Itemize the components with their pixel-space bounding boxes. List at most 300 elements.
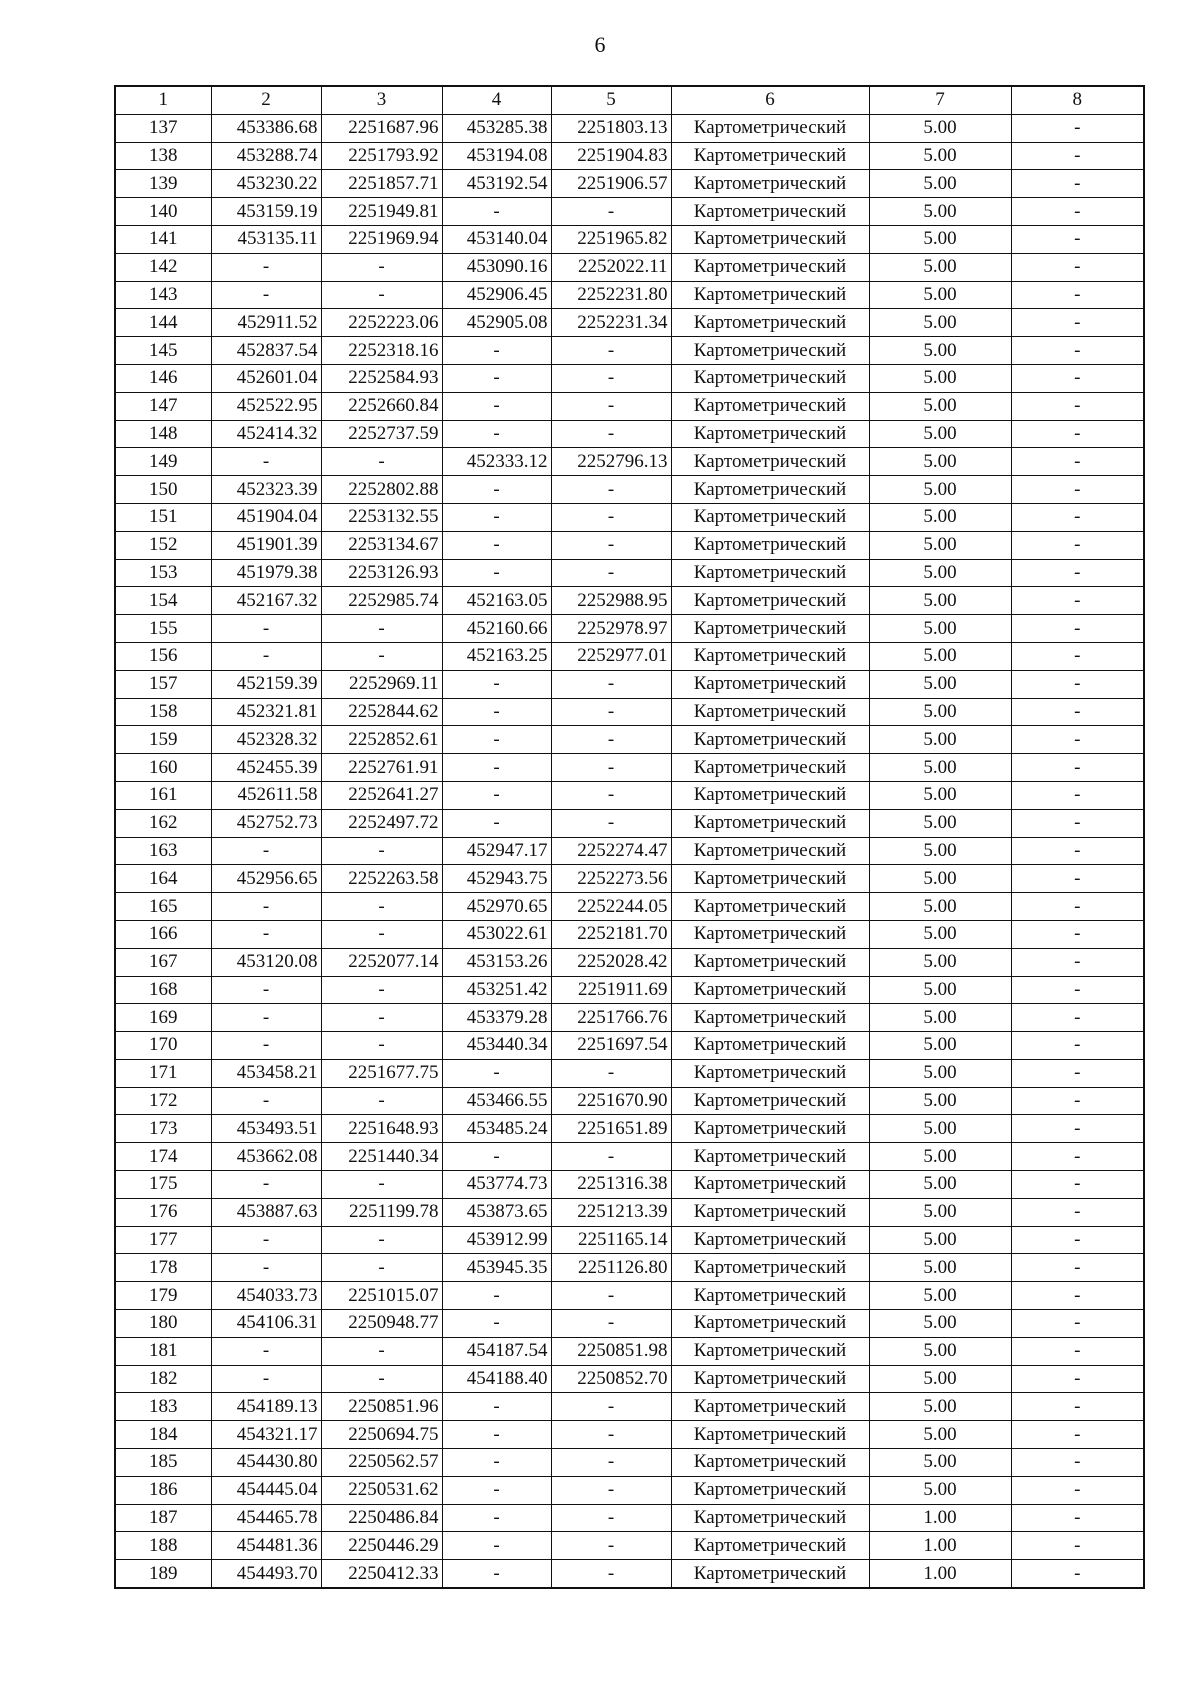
x-coordinate-1-cell: 453493.51	[211, 1115, 321, 1143]
accuracy-cell: 5.00	[869, 1254, 1011, 1282]
method-cell: Картометрический	[671, 1560, 869, 1588]
table-row	[115, 587, 1144, 615]
method-cell: Картометрический	[671, 170, 869, 198]
page-number: 6	[594, 32, 606, 57]
method-cell: Картометрический	[671, 448, 869, 476]
table-row	[115, 726, 1144, 754]
note-cell: -	[1011, 1504, 1144, 1532]
y-coordinate-2-cell: 2251965.82	[551, 225, 671, 253]
point-number-cell: 172	[115, 1087, 211, 1115]
accuracy-cell: 5.00	[869, 587, 1011, 615]
note-cell: -	[1011, 503, 1144, 531]
y-coordinate-2-cell: 2252273.56	[551, 865, 671, 893]
x-coordinate-2-cell: 453440.34	[442, 1032, 551, 1060]
y-coordinate-1-cell: 2252077.14	[321, 948, 442, 976]
x-coordinate-1-cell: -	[211, 642, 321, 670]
y-coordinate-2-cell: 2252988.95	[551, 587, 671, 615]
accuracy-cell: 5.00	[869, 1087, 1011, 1115]
method-cell: Картометрический	[671, 1032, 869, 1060]
note-cell: -	[1011, 920, 1144, 948]
note-cell: -	[1011, 225, 1144, 253]
accuracy-cell: 5.00	[869, 698, 1011, 726]
accuracy-cell: 5.00	[869, 1337, 1011, 1365]
table-row	[115, 448, 1144, 476]
x-coordinate-1-cell: 452167.32	[211, 587, 321, 615]
note-cell: -	[1011, 615, 1144, 643]
x-coordinate-2-cell: -	[442, 559, 551, 587]
table-row	[115, 948, 1144, 976]
accuracy-cell: 5.00	[869, 1310, 1011, 1338]
y-coordinate-1-cell: 2252641.27	[321, 781, 442, 809]
table-row	[115, 420, 1144, 448]
y-coordinate-2-cell: -	[551, 809, 671, 837]
accuracy-cell: 5.00	[869, 337, 1011, 365]
point-number-cell: 145	[115, 337, 211, 365]
x-coordinate-1-cell: 453662.08	[211, 1143, 321, 1171]
x-coordinate-1-cell: 452911.52	[211, 309, 321, 337]
y-coordinate-1-cell: 2252223.06	[321, 309, 442, 337]
note-cell: -	[1011, 698, 1144, 726]
point-number-cell: 154	[115, 587, 211, 615]
note-cell: -	[1011, 1087, 1144, 1115]
x-coordinate-1-cell: 454481.36	[211, 1532, 321, 1560]
method-cell: Картометрический	[671, 1337, 869, 1365]
y-coordinate-1-cell: 2250486.84	[321, 1504, 442, 1532]
accuracy-cell: 5.00	[869, 448, 1011, 476]
note-cell: -	[1011, 309, 1144, 337]
method-cell: Картометрический	[671, 976, 869, 1004]
y-coordinate-1-cell: 2251969.94	[321, 225, 442, 253]
table-row	[115, 865, 1144, 893]
y-coordinate-2-cell: -	[551, 698, 671, 726]
accuracy-cell: 5.00	[869, 1226, 1011, 1254]
accuracy-cell: 5.00	[869, 642, 1011, 670]
method-cell: Картометрический	[671, 1393, 869, 1421]
x-coordinate-2-cell: 453912.99	[442, 1226, 551, 1254]
y-coordinate-1-cell: 2252318.16	[321, 337, 442, 365]
y-coordinate-1-cell: 2250446.29	[321, 1532, 442, 1560]
x-coordinate-2-cell: 453153.26	[442, 948, 551, 976]
accuracy-cell: 5.00	[869, 1282, 1011, 1310]
point-number-cell: 165	[115, 893, 211, 921]
point-number-cell: 162	[115, 809, 211, 837]
y-coordinate-2-cell: -	[551, 670, 671, 698]
method-cell: Картометрический	[671, 1171, 869, 1199]
table-row	[115, 1421, 1144, 1449]
point-number-cell: 168	[115, 976, 211, 1004]
x-coordinate-1-cell: 454493.70	[211, 1560, 321, 1588]
y-coordinate-1-cell: 2251793.92	[321, 142, 442, 170]
x-coordinate-1-cell: 453386.68	[211, 114, 321, 142]
method-cell: Картометрический	[671, 531, 869, 559]
method-cell: Картометрический	[671, 225, 869, 253]
x-coordinate-1-cell: 452328.32	[211, 726, 321, 754]
method-cell: Картометрический	[671, 142, 869, 170]
table-body	[115, 114, 1144, 1588]
method-cell: Картометрический	[671, 1115, 869, 1143]
x-coordinate-1-cell: 452522.95	[211, 392, 321, 420]
y-coordinate-1-cell: -	[321, 281, 442, 309]
accuracy-cell: 5.00	[869, 225, 1011, 253]
y-coordinate-2-cell: -	[551, 1449, 671, 1477]
x-coordinate-2-cell: -	[442, 1282, 551, 1310]
table-row	[115, 392, 1144, 420]
x-coordinate-2-cell: -	[442, 476, 551, 504]
y-coordinate-1-cell: -	[321, 1171, 442, 1199]
y-coordinate-1-cell: -	[321, 1254, 442, 1282]
note-cell: -	[1011, 1393, 1144, 1421]
point-number-cell: 164	[115, 865, 211, 893]
point-number-cell: 170	[115, 1032, 211, 1060]
accuracy-cell: 5.00	[869, 754, 1011, 782]
point-number-cell: 137	[115, 114, 211, 142]
note-cell: -	[1011, 476, 1144, 504]
note-cell: -	[1011, 1310, 1144, 1338]
note-cell: -	[1011, 670, 1144, 698]
point-number-cell: 174	[115, 1143, 211, 1171]
accuracy-cell: 5.00	[869, 142, 1011, 170]
y-coordinate-1-cell: 2252660.84	[321, 392, 442, 420]
y-coordinate-1-cell: -	[321, 976, 442, 1004]
x-coordinate-1-cell: 452323.39	[211, 476, 321, 504]
x-coordinate-1-cell: 454189.13	[211, 1393, 321, 1421]
x-coordinate-1-cell: -	[211, 976, 321, 1004]
method-cell: Картометрический	[671, 476, 869, 504]
accuracy-cell: 5.00	[869, 1449, 1011, 1477]
table-row	[115, 170, 1144, 198]
x-coordinate-2-cell: 453192.54	[442, 170, 551, 198]
y-coordinate-1-cell: 2250948.77	[321, 1310, 442, 1338]
point-number-cell: 158	[115, 698, 211, 726]
y-coordinate-1-cell: 2252802.88	[321, 476, 442, 504]
table-row	[115, 1115, 1144, 1143]
x-coordinate-2-cell: 453140.04	[442, 225, 551, 253]
method-cell: Картометрический	[671, 1059, 869, 1087]
method-cell: Картометрический	[671, 781, 869, 809]
accuracy-cell: 5.00	[869, 1365, 1011, 1393]
x-coordinate-2-cell: -	[442, 1532, 551, 1560]
y-coordinate-1-cell: 2250562.57	[321, 1449, 442, 1477]
note-cell: -	[1011, 142, 1144, 170]
y-coordinate-2-cell: -	[551, 1560, 671, 1588]
column-header-1: 1	[115, 86, 211, 114]
table-row	[115, 114, 1144, 142]
x-coordinate-2-cell: 452906.45	[442, 281, 551, 309]
accuracy-cell: 5.00	[869, 948, 1011, 976]
table-row	[115, 503, 1144, 531]
point-number-cell: 182	[115, 1365, 211, 1393]
table-row	[115, 1282, 1144, 1310]
x-coordinate-2-cell: 453466.55	[442, 1087, 551, 1115]
accuracy-cell: 5.00	[869, 1059, 1011, 1087]
y-coordinate-2-cell: -	[551, 781, 671, 809]
note-cell: -	[1011, 1143, 1144, 1171]
y-coordinate-2-cell: -	[551, 559, 671, 587]
accuracy-cell: 1.00	[869, 1532, 1011, 1560]
table-row	[115, 559, 1144, 587]
y-coordinate-2-cell: 2251904.83	[551, 142, 671, 170]
method-cell: Картометрический	[671, 1310, 869, 1338]
table-row	[115, 1449, 1144, 1477]
y-coordinate-1-cell: 2251857.71	[321, 170, 442, 198]
note-cell: -	[1011, 448, 1144, 476]
note-cell: -	[1011, 1421, 1144, 1449]
y-coordinate-1-cell: 2252852.61	[321, 726, 442, 754]
x-coordinate-2-cell: 453022.61	[442, 920, 551, 948]
y-coordinate-2-cell: -	[551, 1310, 671, 1338]
x-coordinate-2-cell: -	[442, 1143, 551, 1171]
y-coordinate-2-cell: -	[551, 503, 671, 531]
x-coordinate-2-cell: -	[442, 1393, 551, 1421]
y-coordinate-1-cell: -	[321, 1226, 442, 1254]
y-coordinate-2-cell: 2252274.47	[551, 837, 671, 865]
note-cell: -	[1011, 531, 1144, 559]
y-coordinate-2-cell: -	[551, 726, 671, 754]
method-cell: Картометрический	[671, 1143, 869, 1171]
accuracy-cell: 5.00	[869, 837, 1011, 865]
note-cell: -	[1011, 726, 1144, 754]
point-number-cell: 155	[115, 615, 211, 643]
y-coordinate-1-cell: 2252263.58	[321, 865, 442, 893]
y-coordinate-1-cell: 2251677.75	[321, 1059, 442, 1087]
method-cell: Картометрический	[671, 1254, 869, 1282]
accuracy-cell: 5.00	[869, 309, 1011, 337]
point-number-cell: 177	[115, 1226, 211, 1254]
method-cell: Картометрический	[671, 253, 869, 281]
point-number-cell: 180	[115, 1310, 211, 1338]
table-row	[115, 781, 1144, 809]
y-coordinate-2-cell: -	[551, 1476, 671, 1504]
x-coordinate-1-cell: -	[211, 920, 321, 948]
x-coordinate-1-cell: 454106.31	[211, 1310, 321, 1338]
x-coordinate-2-cell: 453945.35	[442, 1254, 551, 1282]
table-row	[115, 1059, 1144, 1087]
x-coordinate-1-cell: 454445.04	[211, 1476, 321, 1504]
method-cell: Картометрический	[671, 198, 869, 226]
method-cell: Картометрический	[671, 698, 869, 726]
x-coordinate-2-cell: -	[442, 503, 551, 531]
y-coordinate-1-cell: 2250851.96	[321, 1393, 442, 1421]
note-cell: -	[1011, 198, 1144, 226]
note-cell: -	[1011, 893, 1144, 921]
x-coordinate-2-cell: -	[442, 1310, 551, 1338]
table-row	[115, 1393, 1144, 1421]
table-row	[115, 281, 1144, 309]
accuracy-cell: 5.00	[869, 809, 1011, 837]
y-coordinate-2-cell: 2250851.98	[551, 1337, 671, 1365]
accuracy-cell: 5.00	[869, 865, 1011, 893]
accuracy-cell: 5.00	[869, 1115, 1011, 1143]
table-row	[115, 253, 1144, 281]
table-row	[115, 809, 1144, 837]
point-number-cell: 159	[115, 726, 211, 754]
x-coordinate-1-cell: 453159.19	[211, 198, 321, 226]
y-coordinate-1-cell: -	[321, 1032, 442, 1060]
method-cell: Картометрический	[671, 615, 869, 643]
point-number-cell: 161	[115, 781, 211, 809]
y-coordinate-2-cell: 2251906.57	[551, 170, 671, 198]
y-coordinate-2-cell: 2252231.80	[551, 281, 671, 309]
table-row	[115, 309, 1144, 337]
x-coordinate-1-cell: 452956.65	[211, 865, 321, 893]
point-number-cell: 185	[115, 1449, 211, 1477]
point-number-cell: 189	[115, 1560, 211, 1588]
x-coordinate-2-cell: 452160.66	[442, 615, 551, 643]
note-cell: -	[1011, 337, 1144, 365]
note-cell: -	[1011, 559, 1144, 587]
point-number-cell: 148	[115, 420, 211, 448]
x-coordinate-1-cell: 453120.08	[211, 948, 321, 976]
method-cell: Картометрический	[671, 1198, 869, 1226]
y-coordinate-2-cell: -	[551, 754, 671, 782]
accuracy-cell: 5.00	[869, 1032, 1011, 1060]
note-cell: -	[1011, 865, 1144, 893]
y-coordinate-1-cell: -	[321, 893, 442, 921]
table-row	[115, 142, 1144, 170]
point-number-cell: 163	[115, 837, 211, 865]
x-coordinate-2-cell: -	[442, 1421, 551, 1449]
note-cell: -	[1011, 1337, 1144, 1365]
accuracy-cell: 5.00	[869, 1198, 1011, 1226]
x-coordinate-2-cell: -	[442, 698, 551, 726]
y-coordinate-2-cell: 2250852.70	[551, 1365, 671, 1393]
accuracy-cell: 5.00	[869, 114, 1011, 142]
note-cell: -	[1011, 1032, 1144, 1060]
method-cell: Картометрический	[671, 726, 869, 754]
table-row	[115, 1143, 1144, 1171]
y-coordinate-2-cell: 2251651.89	[551, 1115, 671, 1143]
point-number-cell: 173	[115, 1115, 211, 1143]
accuracy-cell: 5.00	[869, 170, 1011, 198]
y-coordinate-2-cell: -	[551, 1282, 671, 1310]
y-coordinate-2-cell: 2251126.80	[551, 1254, 671, 1282]
x-coordinate-2-cell: -	[442, 364, 551, 392]
y-coordinate-1-cell: -	[321, 1365, 442, 1393]
accuracy-cell: 5.00	[869, 364, 1011, 392]
accuracy-cell: 5.00	[869, 392, 1011, 420]
method-cell: Картометрический	[671, 1421, 869, 1449]
y-coordinate-1-cell: 2251199.78	[321, 1198, 442, 1226]
x-coordinate-2-cell: -	[442, 420, 551, 448]
method-cell: Картометрический	[671, 1282, 869, 1310]
y-coordinate-2-cell: -	[551, 1504, 671, 1532]
y-coordinate-2-cell: 2251213.39	[551, 1198, 671, 1226]
y-coordinate-1-cell: 2253132.55	[321, 503, 442, 531]
method-cell: Картометрический	[671, 1004, 869, 1032]
column-header-3: 3	[321, 86, 442, 114]
point-number-cell: 149	[115, 448, 211, 476]
table-row	[115, 1032, 1144, 1060]
y-coordinate-2-cell: 2252796.13	[551, 448, 671, 476]
note-cell: -	[1011, 1282, 1144, 1310]
point-number-cell: 183	[115, 1393, 211, 1421]
table-row	[115, 1310, 1144, 1338]
x-coordinate-1-cell: -	[211, 1254, 321, 1282]
note-cell: -	[1011, 1254, 1144, 1282]
note-cell: -	[1011, 1115, 1144, 1143]
x-coordinate-2-cell: -	[442, 531, 551, 559]
x-coordinate-2-cell: -	[442, 781, 551, 809]
accuracy-cell: 5.00	[869, 893, 1011, 921]
y-coordinate-1-cell: 2252497.72	[321, 809, 442, 837]
note-cell: -	[1011, 1198, 1144, 1226]
x-coordinate-1-cell: -	[211, 1226, 321, 1254]
table-row	[115, 1504, 1144, 1532]
table-row	[115, 920, 1144, 948]
method-cell: Картометрический	[671, 281, 869, 309]
accuracy-cell: 5.00	[869, 281, 1011, 309]
point-number-cell: 157	[115, 670, 211, 698]
method-cell: Картометрический	[671, 420, 869, 448]
x-coordinate-1-cell: 451904.04	[211, 503, 321, 531]
point-number-cell: 150	[115, 476, 211, 504]
x-coordinate-2-cell: -	[442, 670, 551, 698]
x-coordinate-1-cell: -	[211, 1004, 321, 1032]
method-cell: Картометрический	[671, 865, 869, 893]
x-coordinate-2-cell: -	[442, 809, 551, 837]
y-coordinate-2-cell: -	[551, 1143, 671, 1171]
table-row	[115, 1337, 1144, 1365]
y-coordinate-1-cell: -	[321, 642, 442, 670]
x-coordinate-1-cell: 454430.80	[211, 1449, 321, 1477]
point-number-cell: 169	[115, 1004, 211, 1032]
note-cell: -	[1011, 114, 1144, 142]
table-row	[115, 615, 1144, 643]
accuracy-cell: 5.00	[869, 1393, 1011, 1421]
x-coordinate-1-cell: 453135.11	[211, 225, 321, 253]
note-cell: -	[1011, 392, 1144, 420]
x-coordinate-2-cell: -	[442, 1059, 551, 1087]
x-coordinate-2-cell: 453285.38	[442, 114, 551, 142]
table-row	[115, 225, 1144, 253]
y-coordinate-2-cell: 2251165.14	[551, 1226, 671, 1254]
x-coordinate-2-cell: 453873.65	[442, 1198, 551, 1226]
y-coordinate-2-cell: -	[551, 198, 671, 226]
note-cell: -	[1011, 281, 1144, 309]
x-coordinate-1-cell: -	[211, 893, 321, 921]
x-coordinate-2-cell: -	[442, 726, 551, 754]
y-coordinate-2-cell: 2252244.05	[551, 893, 671, 921]
note-cell: -	[1011, 837, 1144, 865]
x-coordinate-1-cell: 452321.81	[211, 698, 321, 726]
x-coordinate-1-cell: 452159.39	[211, 670, 321, 698]
note-cell: -	[1011, 754, 1144, 782]
y-coordinate-2-cell: 2252028.42	[551, 948, 671, 976]
accuracy-cell: 5.00	[869, 976, 1011, 1004]
y-coordinate-2-cell: 2252977.01	[551, 642, 671, 670]
x-coordinate-1-cell: 452837.54	[211, 337, 321, 365]
x-coordinate-1-cell: 452601.04	[211, 364, 321, 392]
method-cell: Картометрический	[671, 670, 869, 698]
note-cell: -	[1011, 1004, 1144, 1032]
accuracy-cell: 1.00	[869, 1560, 1011, 1588]
y-coordinate-2-cell: -	[551, 420, 671, 448]
column-header-6: 6	[671, 86, 869, 114]
table-row	[115, 1198, 1144, 1226]
method-cell: Картометрический	[671, 1532, 869, 1560]
column-header-4: 4	[442, 86, 551, 114]
point-number-cell: 188	[115, 1532, 211, 1560]
x-coordinate-2-cell: 452947.17	[442, 837, 551, 865]
x-coordinate-1-cell: 452611.58	[211, 781, 321, 809]
note-cell: -	[1011, 253, 1144, 281]
x-coordinate-2-cell: -	[442, 198, 551, 226]
y-coordinate-2-cell: -	[551, 476, 671, 504]
point-number-cell: 176	[115, 1198, 211, 1226]
y-coordinate-1-cell: 2252737.59	[321, 420, 442, 448]
method-cell: Картометрический	[671, 503, 869, 531]
accuracy-cell: 5.00	[869, 781, 1011, 809]
